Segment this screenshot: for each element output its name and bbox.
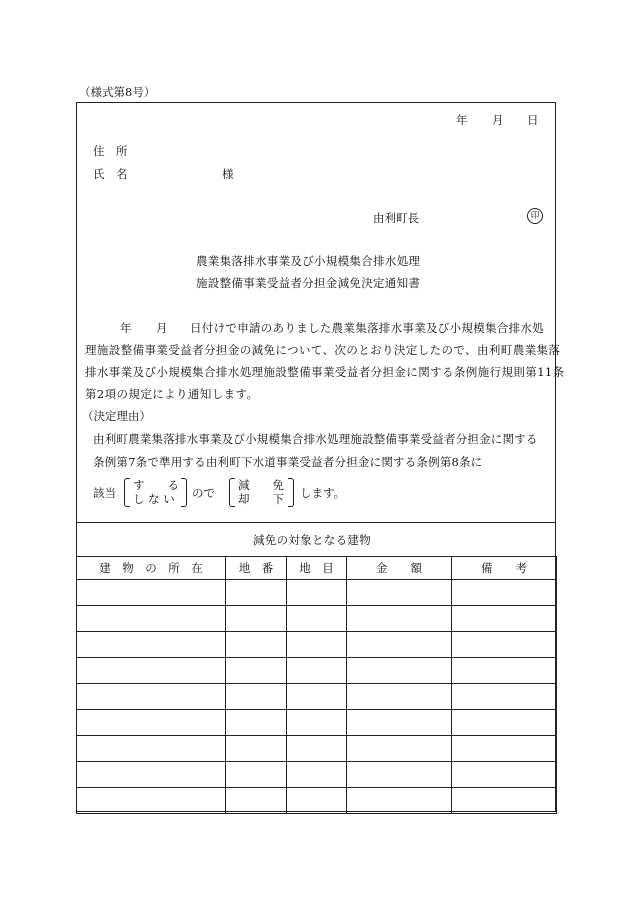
amount-cell[interactable]: [347, 762, 452, 788]
location-cell[interactable]: [77, 580, 226, 606]
section-divider: [76, 522, 556, 523]
body-month-label: 月: [156, 321, 168, 335]
amount-cell[interactable]: [347, 710, 452, 736]
reason-heading: （決定理由）: [82, 409, 151, 423]
lot-number-cell[interactable]: [226, 736, 287, 762]
lot-number-cell[interactable]: [226, 658, 287, 684]
lot-number-cell[interactable]: [226, 684, 287, 710]
table-row: [77, 788, 557, 814]
remarks-cell[interactable]: [452, 606, 557, 632]
remarks-cell[interactable]: [452, 736, 557, 762]
building-table: [76, 556, 557, 814]
column-header-lot-number: 地 番: [226, 557, 287, 580]
date-month-label: 月: [492, 113, 504, 127]
lot-number-cell[interactable]: [226, 580, 287, 606]
lot-number-cell[interactable]: [226, 788, 287, 814]
table-row: [77, 684, 557, 710]
left-bracket-icon: [229, 478, 235, 507]
option-not-applies: し な い: [133, 492, 175, 506]
land-category-cell[interactable]: [287, 684, 347, 710]
document-title-line-2: 施設整備事業受益者分担金減免決定通知書: [196, 276, 421, 290]
remarks-cell[interactable]: [452, 762, 557, 788]
date-day-label: 日: [527, 113, 539, 127]
address-label: 住 所: [93, 144, 128, 158]
applicability-options: [133, 478, 179, 506]
remarks-cell[interactable]: [452, 684, 557, 710]
table-row: [77, 658, 557, 684]
amount-cell[interactable]: [347, 606, 452, 632]
table-row: [77, 632, 557, 658]
table-caption: 減免の対象となる建物: [253, 533, 371, 547]
column-header-amount: 金 額: [347, 557, 452, 580]
land-category-cell[interactable]: [287, 762, 347, 788]
remarks-cell[interactable]: [452, 788, 557, 814]
reason-line-2: 条例第7条で準用する由利町下水道事業受益者分担金に関する条例第8条に: [93, 455, 483, 469]
amount-cell[interactable]: [347, 684, 452, 710]
land-category-cell[interactable]: [287, 710, 347, 736]
date-year-label: 年: [456, 113, 468, 127]
column-header-remarks: 備 考: [452, 557, 557, 580]
land-category-cell[interactable]: [287, 788, 347, 814]
body-line-1: 日付けで申請のありました農業集落排水事業及び小規模集合排水処: [190, 321, 544, 335]
land-category-cell[interactable]: [287, 736, 347, 762]
land-category-cell[interactable]: [287, 632, 347, 658]
decision-suffix: します。: [300, 486, 346, 500]
decision-connector: ので: [192, 486, 215, 500]
column-header-location: 建 物 の 所 在: [77, 557, 226, 580]
land-category-cell[interactable]: [287, 606, 347, 632]
document-title-line-1: 農業集落排水事業及び小規模集合排水処理: [196, 254, 421, 268]
table-row: [77, 710, 557, 736]
remarks-cell[interactable]: [452, 710, 557, 736]
column-header-land-category: 地 目: [287, 557, 347, 580]
location-cell[interactable]: [77, 684, 226, 710]
amount-cell[interactable]: [347, 788, 452, 814]
location-cell[interactable]: [77, 606, 226, 632]
body-year-label: 年: [120, 321, 132, 335]
decision-prefix: 該当: [93, 486, 116, 500]
option-reduce: 減 免: [238, 478, 284, 492]
table-row: [77, 580, 557, 606]
remarks-cell[interactable]: [452, 580, 557, 606]
reason-line-1: 由利町農業集落排水事業及び小規模集合排水処理施設整備事業受益者分担金に関する: [93, 432, 538, 446]
amount-cell[interactable]: [347, 658, 452, 684]
table-row: [77, 736, 557, 762]
right-bracket-icon: [181, 478, 187, 507]
location-cell[interactable]: [77, 788, 226, 814]
lot-number-cell[interactable]: [226, 710, 287, 736]
right-bracket-icon: [288, 478, 294, 507]
land-category-cell[interactable]: [287, 658, 347, 684]
location-cell[interactable]: [77, 736, 226, 762]
table-header-row: [77, 557, 557, 580]
land-category-cell[interactable]: [287, 580, 347, 606]
body-line-3: 排水事業及び小規模集合排水処理施設整備事業受益者分担金に関する条例施行規則第11条: [85, 365, 565, 379]
location-cell[interactable]: [77, 710, 226, 736]
option-applies: す る: [133, 478, 179, 492]
table-row: [77, 606, 557, 632]
amount-cell[interactable]: [347, 736, 452, 762]
table-row: [77, 762, 557, 788]
lot-number-cell[interactable]: [226, 762, 287, 788]
body-line-2: 理施設整備事業受益者分担金の減免について、次のとおり決定したので、由利町農業集落: [85, 343, 561, 357]
remarks-cell[interactable]: [452, 632, 557, 658]
option-reject: 却 下: [238, 492, 284, 506]
left-bracket-icon: [124, 478, 130, 507]
body-line-4: 第2項の規定により通知します。: [85, 387, 259, 401]
form-number: （様式第8号）: [79, 85, 156, 99]
lot-number-cell[interactable]: [226, 606, 287, 632]
amount-cell[interactable]: [347, 580, 452, 606]
lot-number-cell[interactable]: [226, 632, 287, 658]
name-label: 氏 名: [93, 167, 128, 181]
remarks-cell[interactable]: [452, 658, 557, 684]
location-cell[interactable]: [77, 632, 226, 658]
honorific: 様: [222, 167, 234, 181]
seal-icon: 印: [527, 208, 543, 224]
location-cell[interactable]: [77, 658, 226, 684]
amount-cell[interactable]: [347, 632, 452, 658]
location-cell[interactable]: [77, 762, 226, 788]
issuer-title: 由利町長: [373, 211, 419, 225]
decision-options: [238, 478, 284, 506]
